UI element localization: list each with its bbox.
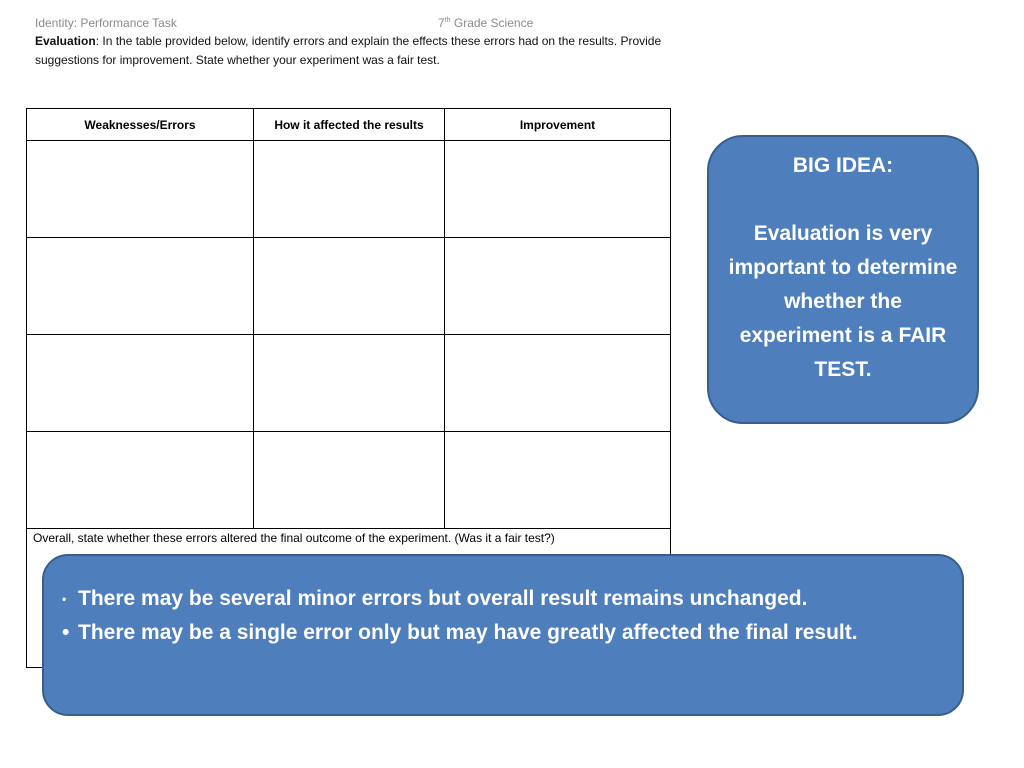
header-grade-number: 7	[438, 16, 445, 30]
table-cell[interactable]	[27, 335, 254, 432]
big-idea-body: Evaluation is very important to determine whether the experiment is a FAIR TEST.	[728, 222, 958, 381]
table-cell[interactable]	[445, 141, 671, 238]
column-header-improvement: Improvement	[445, 109, 671, 141]
table-cell[interactable]	[27, 238, 254, 335]
big-idea-heading: BIG IDEA:	[792, 154, 894, 177]
table-cell[interactable]	[445, 335, 671, 432]
table-cell[interactable]	[254, 141, 445, 238]
notes-list	[62, 582, 944, 650]
list-item	[62, 616, 944, 650]
instructions-label: Evaluation	[35, 34, 96, 48]
note-text: There may be a single error only but may have greatly affected the final result.	[78, 621, 858, 644]
table-cell[interactable]	[254, 432, 445, 529]
big-idea-callout	[707, 135, 979, 424]
note-text: There may be several minor errors but overall result remains unchanged.	[78, 587, 808, 610]
notes-callout	[42, 554, 964, 716]
table-cell[interactable]	[27, 141, 254, 238]
table-row	[27, 432, 671, 529]
table-row	[27, 238, 671, 335]
table-row	[27, 141, 671, 238]
header-grade-suffix: th	[444, 17, 451, 24]
table-row	[27, 335, 671, 432]
table-cell[interactable]	[445, 238, 671, 335]
bullet-icon: •	[62, 621, 70, 644]
table-header-row	[27, 109, 671, 141]
list-item	[62, 582, 944, 616]
header-task-title: Identity: Performance Task	[35, 16, 177, 30]
instructions-text: : In the table provided below, identify errors and explain the effects these errors had on the results. Provide suggestions for improvement. State whether your experiment was a fair test.	[35, 34, 662, 67]
header-grade-subject	[438, 16, 533, 30]
bullet-icon: •	[62, 592, 67, 606]
column-header-weaknesses: Weaknesses/Errors	[27, 109, 254, 141]
table-cell[interactable]	[445, 432, 671, 529]
column-header-effects: How it affected the results	[254, 109, 445, 141]
table-cell[interactable]	[254, 238, 445, 335]
table-cell[interactable]	[27, 432, 254, 529]
header-subject: Grade Science	[450, 16, 534, 30]
overall-prompt: Overall, state whether these errors altered the final outcome of the experiment. (Was it a fair test?)	[33, 531, 555, 545]
instructions	[35, 32, 675, 70]
table-cell[interactable]	[254, 335, 445, 432]
